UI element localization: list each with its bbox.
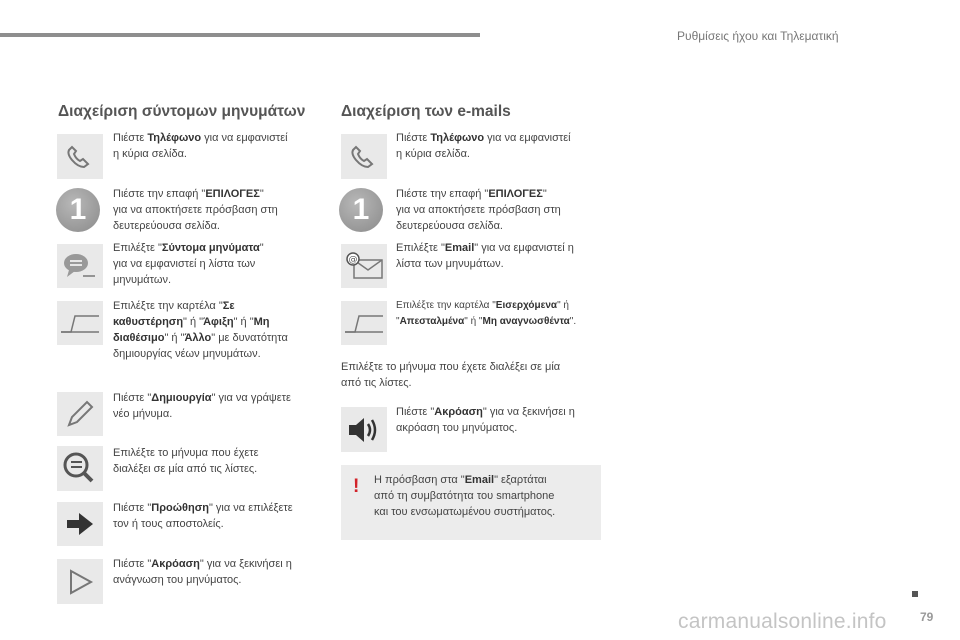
- svg-text:@: @: [348, 255, 358, 265]
- warning-icon: !: [353, 476, 360, 497]
- step-text: Επιλέξτε "Σύντομα μηνύματα" για να εμφανιστεί η λίστα των μηνυμάτων.: [113, 242, 264, 286]
- speaker-icon: [341, 407, 387, 452]
- step-text: Πιέστε "Προώθηση" για να επιλέξετε τον ή τους αποστολείς.: [113, 502, 293, 530]
- watermark: carmanualsonline.info: [678, 610, 887, 633]
- note-text: Η πρόσβαση στα "Email" εξαρτάται από τη συμβατότητα του smartphone και του ενσωματωμένου συστήματος.: [374, 474, 556, 518]
- forward-icon: [57, 502, 103, 546]
- step-text: Πιέστε "Ακρόαση" για να ξεκινήσει η ανάγνωση του μηνύματος.: [113, 558, 292, 586]
- pencil-icon: [57, 392, 103, 436]
- step-text: Πιέστε Τηλέφωνο για να εμφανιστεί η κύρια σελίδα.: [113, 132, 288, 160]
- section-title-email: Διαχείριση των e-mails: [341, 103, 511, 120]
- phone-icon: [341, 134, 387, 179]
- header-rule: [0, 33, 480, 37]
- page-header-title: Ρυθμίσεις ήχου και Τηλεματική: [677, 29, 839, 43]
- play-icon: [57, 559, 103, 604]
- step-number-badge: 1: [56, 188, 100, 232]
- tab-icon: [57, 301, 103, 345]
- speech-bubble-icon: [57, 244, 103, 288]
- step-text: Επιλέξτε το μήνυμα που έχετε διαλέξει σε μία από τις λίστες.: [113, 447, 259, 475]
- page-number: 79: [920, 610, 934, 624]
- step-text: Επιλέξτε το μήνυμα που έχετε διαλέξει σε μία από τις λίστες.: [341, 361, 561, 389]
- select-message-icon: [57, 446, 103, 491]
- email-icon: [341, 244, 387, 288]
- step-text: Πιέστε την επαφή "ΕΠΙΛΟΓΕΣ" για να αποκτήσετε πρόσβαση στη δευτερεύουσα σελίδα.: [113, 188, 278, 232]
- phone-icon: [57, 134, 103, 179]
- step-text: Πιέστε Τηλέφωνο για να εμφανιστεί η κύρια σελίδα.: [396, 132, 571, 160]
- page-marker: [912, 591, 918, 597]
- section-title-sms: Διαχείριση σύντομων μηνυμάτων: [58, 103, 306, 120]
- tab-icon: [341, 301, 387, 345]
- step-text: Επιλέξτε την καρτέλα "Σε καθυστέρηση" ή "Άφιξη" ή "Μη διαθέσιμο" ή "Άλλο" με δυνατότητα δημιουργίας νέων μηνυμάτων.: [113, 300, 288, 360]
- step-text: Πιέστε την επαφή "ΕΠΙΛΟΓΕΣ" για να αποκτήσετε πρόσβαση στη δευτερεύουσα σελίδα.: [396, 188, 561, 232]
- step-text: Πιέστε "Δημιουργία" για να γράψετε νέο μήνυμα.: [113, 392, 291, 420]
- step-text: Επιλέξτε "Email" για να εμφανιστεί η λίστα των μηνυμάτων.: [396, 242, 574, 270]
- step-text: Πιέστε "Ακρόαση" για να ξεκινήσει η ακρόαση του μηνύματος.: [396, 406, 575, 434]
- step-number-badge: 1: [339, 188, 383, 232]
- step-text: Επιλέξτε την καρτέλα "Εισερχόμενα" ή "Απεσταλμένα" ή "Μη αναγνωσθέντα".: [396, 300, 577, 327]
